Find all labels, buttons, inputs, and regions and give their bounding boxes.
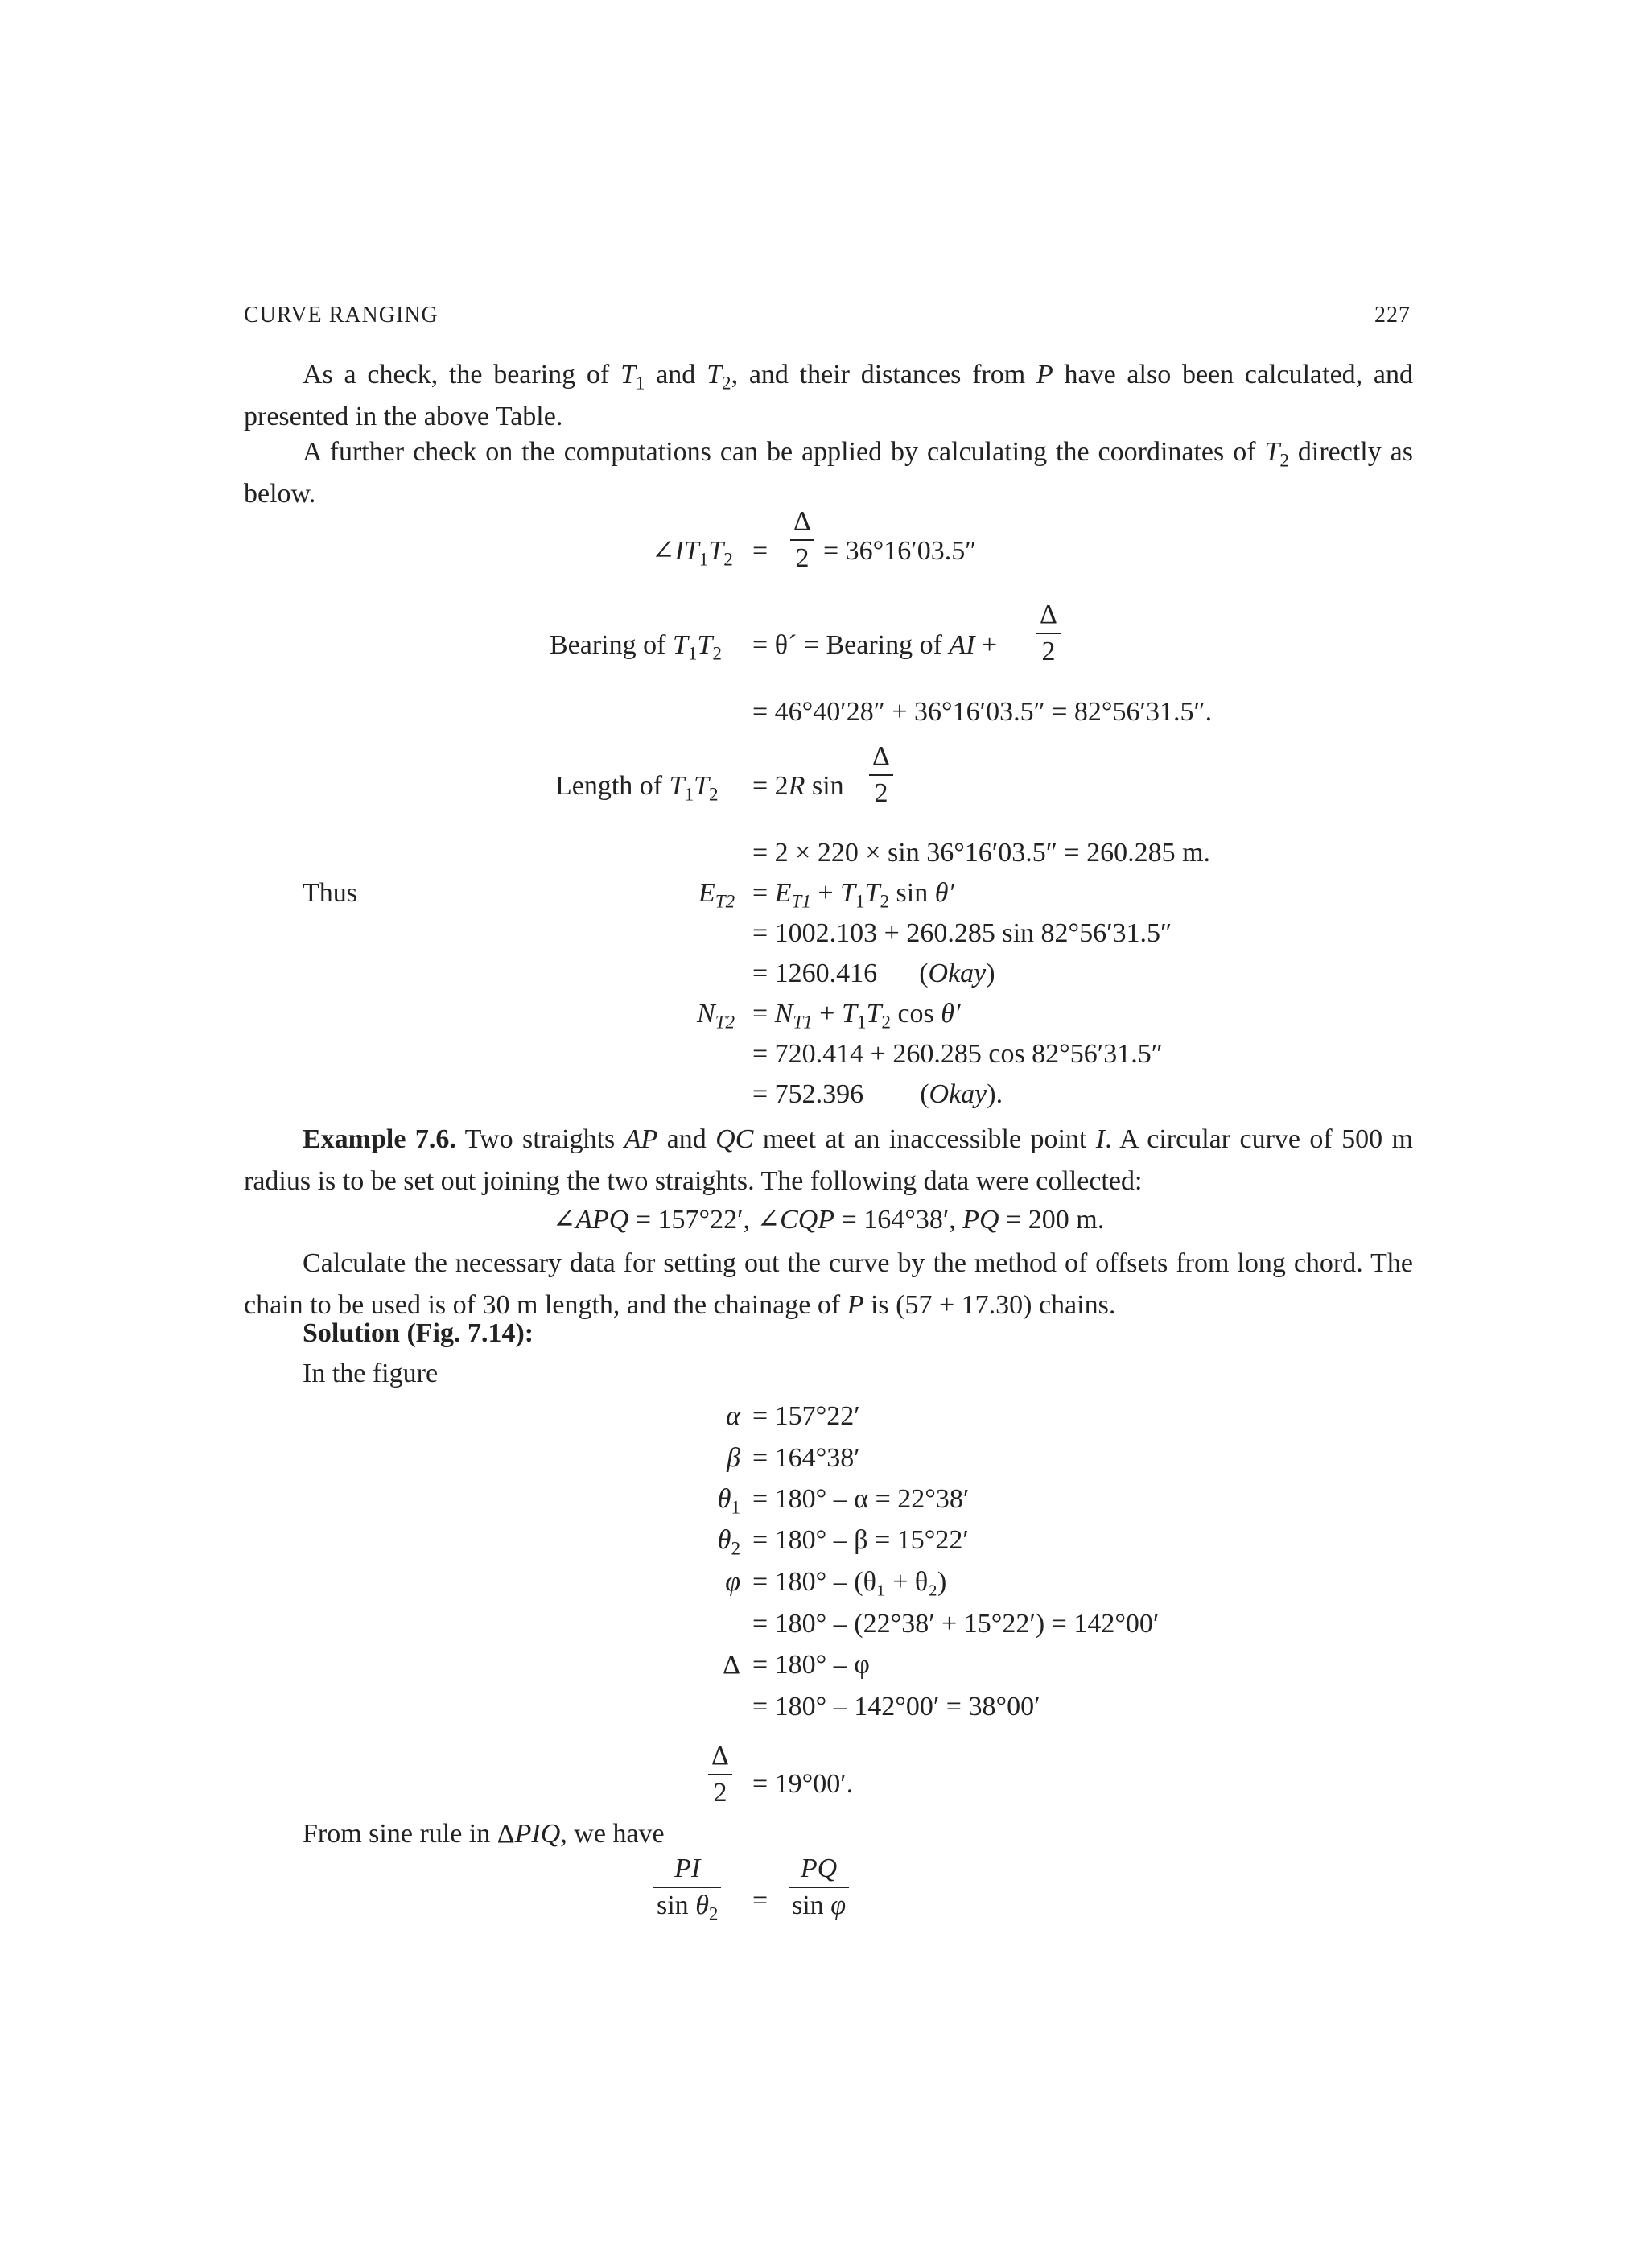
symbol-phi: φ [725, 1567, 740, 1597]
fraction-delta-over-2-bearing: $\frac{\Delta}{2}$ [1036, 605, 1061, 670]
equation-northing-substituted: = 720.414 + 260.285 cos 82°56′31.5″ [752, 1039, 1163, 1069]
given-angles-line: ∠APQ = 157°22′, ∠CQP = 164°38′, PQ = 200 m. [552, 1205, 1105, 1235]
symbol-theta1: $\theta_1$ [717, 1484, 740, 1519]
symbol-alpha: α [726, 1401, 740, 1431]
fraction-delta-over-2-length: $\frac{\Delta}{2}$ [869, 747, 893, 812]
in-the-figure-text: In the figure [303, 1359, 439, 1388]
value-theta2: = 180° – β = 15°22′ [752, 1525, 969, 1555]
symbol-delta: Δ [723, 1650, 740, 1680]
equation-easting-value: = 1260.416 (Okay) [752, 959, 995, 988]
equation-bearing-label: Bearing of $T_1T_2$ [550, 630, 722, 665]
equation-easting: = $E_{T1} + T_1T_2$ sin θ′ [752, 878, 954, 913]
sine-rule-text: From sine rule in ΔPIQ, we have [303, 1819, 665, 1849]
equation-length-rhs: = 2R sin [752, 771, 844, 801]
symbol-n-t2: $N_{T2}$ [697, 999, 735, 1033]
value-theta1: = 180° – α = 22°38′ [752, 1484, 970, 1514]
solution-heading: Solution (Fig. 7.14): [303, 1318, 534, 1348]
equals-sign: = [752, 536, 768, 566]
page-number: 227 [1374, 303, 1411, 328]
symbol-e-t2: $E_{T2}$ [698, 878, 735, 913]
equation-easting-substituted: = 1002.103 + 260.285 sin 82°56′31.5″ [752, 918, 1172, 948]
equation-angle-it1t2: $\angle IT_1T_2$ [652, 536, 733, 571]
paragraph-calculate-data: Calculate the necessary data for setting out the curve by the method of offsets from long chord. The chain to be used is of 30 m length, and the chainage of P is (57 + 17.30) chains. [244, 1248, 1413, 1320]
value-phi-expression: = 180° – (θ₁ + θ₂) [752, 1567, 947, 1597]
value-alpha: = 157°22′ [752, 1401, 860, 1431]
value-delta-expression: = 180° – φ [752, 1650, 870, 1680]
fraction-delta-over-2: $\frac{\Delta}{2}$ [790, 512, 814, 577]
value-delta: = 180° – 142°00′ = 38°00′ [752, 1692, 1040, 1722]
value-beta: = 164°38′ [752, 1443, 860, 1473]
equation-bearing-value: = 46°40′28″ + 36°16′03.5″ = 82°56′31.5″. [752, 697, 1213, 727]
value-36-16-03: = 36°16′03.5″ [823, 536, 977, 566]
paragraph-example-7-6: Example 7.6. Two straights AP and QC meet at an inaccessible point I. A circular curve of 500 m radius is to be set out joining the two straights. The following data were collected: [244, 1124, 1414, 1196]
equation-length-label: Length of $T_1T_2$ [555, 771, 719, 806]
equation-bearing-rhs: = θ´ = Bearing of AI + [752, 630, 998, 660]
fraction-pq-over-sin-phi: $\frac{PQ}{\text{sin φ}}$ [789, 1859, 849, 1924]
running-header: CURVE RANGING [244, 303, 439, 328]
paragraph-check-bearing: As a check, the bearing of $T_1$ and $T_2$, and their distances from P have also been calculated, and presented in the above Table. [244, 360, 1414, 431]
symbol-theta2: $\theta_2$ [717, 1525, 740, 1560]
symbol-beta: β [727, 1443, 740, 1473]
value-half-delta: = 19°00′. [752, 1769, 854, 1799]
equation-length-value: = 2 × 220 × sin 36°16′03.5″ = 260.285 m. [752, 838, 1211, 868]
equation-northing-value: = 752.396 (Okay). [752, 1079, 1003, 1109]
fraction-pi-over-sin-theta2: $\frac{PI}{\sin \theta_2}$ [653, 1859, 721, 1924]
word-thus: Thus [303, 878, 357, 908]
paragraph-further-check: A further check on the computations can be applied by calculating the coordinates of $T_2$ directly as below. [244, 437, 1414, 509]
value-phi: = 180° – (22°38′ + 15°22′) = 142°00′ [752, 1609, 1160, 1639]
equals-sign-sine-rule: = [752, 1886, 768, 1915]
fraction-delta-over-2-solution: $\frac{\Delta}{2}$ [708, 1746, 732, 1812]
equation-northing: = $N_{T1} + T_1T_2$ cos θ′ [752, 999, 961, 1033]
